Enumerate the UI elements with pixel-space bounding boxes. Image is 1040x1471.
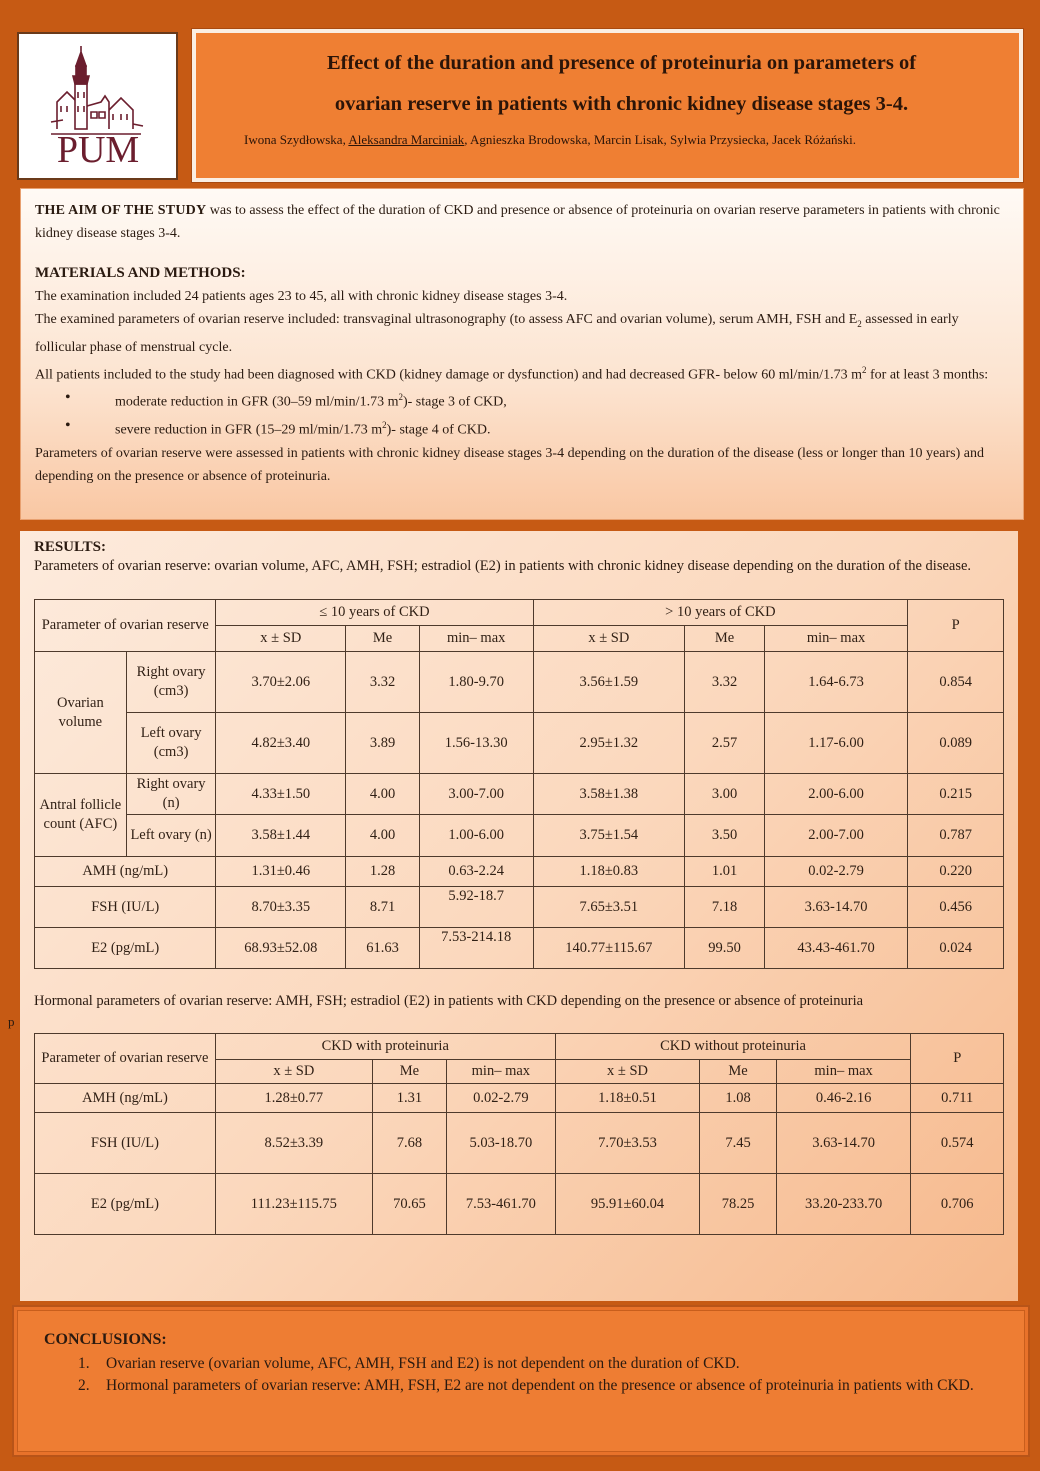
table2-caption-text: Hormonal parameters of ovarian reserve: AMH, FSH; estradiol (E2) in patients with CKD depending on the presence or absence of proteinuria — [34, 993, 864, 1009]
cell: 1.56-13.30 — [419, 713, 533, 774]
bullet-sup: 2 — [382, 420, 387, 431]
row-label: AMH (ng/mL) — [35, 1084, 216, 1113]
cell: 7.53-461.70 — [447, 1174, 556, 1235]
aim-heading: THE AIM OF THE STUDY — [35, 203, 207, 218]
p-value: 0.089 — [908, 713, 1004, 774]
cell: 3.75±1.54 — [533, 815, 685, 857]
p-value: 0.711 — [911, 1084, 1004, 1113]
cell: 1.18±0.51 — [555, 1084, 700, 1113]
methods-p4: Parameters of ovarian reserve were assessed in patients with chronic kidney disease stages 3-4 depending on the duration of the disease (less or longer than 10 years) and depending on the presence or absence of proteinuria. — [35, 445, 984, 484]
bullet-text: )- stage 4 of CKD. — [386, 422, 491, 438]
results-intro: Parameters of ovarian reserve: ovarian volume, AFC, AMH, FSH; estradiol (E2) in patients with chronic kidney disease depending on the duration of the disease. — [34, 558, 972, 574]
cell: 2.95±1.32 — [533, 713, 685, 774]
table-row — [35, 815, 1004, 857]
row-label: FSH (IU/L) — [35, 1113, 216, 1174]
median-header: Me — [372, 1060, 446, 1084]
cell: 1.00-6.00 — [419, 815, 533, 857]
cell: 3.00 — [685, 774, 765, 815]
conclusions-heading: CONCLUSIONS: — [44, 1331, 167, 1348]
cell: 0.46-2.16 — [776, 1084, 911, 1113]
proteinuria-results-table — [34, 1033, 1004, 1235]
cell: 33.20-233.70 — [776, 1174, 911, 1235]
cell: 70.65 — [372, 1174, 446, 1235]
cell: 1.17-6.00 — [764, 713, 907, 774]
p-value: 0.024 — [908, 928, 1004, 969]
cell: 4.00 — [346, 815, 420, 857]
cell: 95.91±60.04 — [555, 1174, 700, 1235]
table-header-row — [35, 600, 1004, 626]
gfr-stage-item — [65, 386, 1009, 414]
range-header: min– max — [419, 626, 533, 652]
methods-p2-a: The examined parameters of ovarian reserve included: transvaginal ultrasonography (to assess AFC and ovarian volume), serum AMH, FSH and E — [35, 312, 858, 327]
cell: 7.45 — [700, 1113, 776, 1174]
methods-p3 — [35, 359, 1009, 387]
stray-mark: p — [8, 1014, 15, 1029]
cell: 1.01 — [685, 857, 765, 887]
range-header: min– max — [776, 1060, 911, 1084]
pum-university-logo-icon — [43, 44, 153, 169]
p-value: 0.215 — [908, 774, 1004, 815]
cell: 3.70±2.06 — [216, 652, 346, 713]
cell: 8.52±3.39 — [215, 1113, 372, 1174]
mean-sd-header: x ± SD — [215, 1060, 372, 1084]
bullet-text: )- stage 3 of CKD, — [402, 395, 507, 411]
cell: 7.65±3.51 — [533, 887, 685, 928]
methods-p3-sup: 2 — [862, 364, 867, 375]
university-logo — [17, 32, 178, 180]
cell: 2.57 — [685, 713, 765, 774]
table-header-row — [35, 1034, 1004, 1060]
mean-sd-header: x ± SD — [533, 626, 685, 652]
methods-p3-a: All patients included to the study had been diagnosed with CKD (kidney damage or dysfunction) and had decreased GFR- below 60 ml/min/1.73 m — [35, 367, 862, 383]
row-label: Left ovary (n) — [126, 815, 216, 857]
cell: 1.31±0.46 — [216, 857, 346, 887]
table-row — [35, 887, 1004, 928]
gfr-stage-list — [65, 386, 1009, 441]
param-header: Parameter of ovarian reserve — [35, 600, 216, 652]
conclusion-text: Ovarian reserve (ovarian volume, AFC, AMH, FSH and E2) is not dependent on the duration of CKD. — [106, 1355, 740, 1372]
results-panel — [8, 531, 1018, 1301]
methods-heading: MATERIALS AND METHODS: — [35, 265, 246, 281]
author-list — [244, 131, 999, 148]
cell: 7.18 — [685, 887, 765, 928]
methods-p2-sub: 2 — [857, 318, 862, 329]
cell: 7.70±3.53 — [555, 1113, 700, 1174]
cell: 8.70±3.35 — [216, 887, 346, 928]
table2-caption — [8, 991, 1004, 1029]
cell: 61.63 — [346, 928, 420, 969]
presenting-author: Aleksandra Marciniak — [348, 132, 465, 147]
cell: 1.31 — [372, 1084, 446, 1113]
bullet-text: severe reduction in GFR (15–29 ml/min/1.73 m — [115, 422, 383, 438]
row-label: E2 (pg/mL) — [35, 1174, 216, 1235]
table-row — [35, 928, 1004, 969]
group2-header: > 10 years of CKD — [533, 600, 908, 626]
table-row — [35, 1174, 1004, 1235]
authors-before: Iwona Szydłowska, — [244, 132, 349, 147]
median-header: Me — [685, 626, 765, 652]
conclusion-item — [78, 1353, 998, 1375]
cell: 1.28±0.77 — [215, 1084, 372, 1113]
cell: 3.00-7.00 — [419, 774, 533, 815]
group1-header: ≤ 10 years of CKD — [216, 600, 533, 626]
row-label: Right ovary (cm3) — [126, 652, 216, 713]
p-value: 0.854 — [908, 652, 1004, 713]
table-row — [35, 774, 1004, 815]
range-header: min– max — [764, 626, 907, 652]
cell: 43.43-461.70 — [764, 928, 907, 969]
aim-text: was to assess the effect of the duration of CKD and presence or absence of proteinuria on ovarian reserve parameters in patients with chronic kidney disease stages 3-4. — [35, 203, 1000, 241]
poster-header — [192, 29, 1023, 182]
cell: 4.33±1.50 — [216, 774, 346, 815]
aim-methods-panel — [20, 188, 1024, 520]
logo-text: PUM — [56, 128, 139, 169]
conclusions-list — [78, 1353, 998, 1397]
p-value: 0.706 — [911, 1174, 1004, 1235]
table-row — [35, 1084, 1004, 1113]
row-label: E2 (pg/mL) — [35, 928, 216, 969]
p-value: 0.220 — [908, 857, 1004, 887]
cell: 1.80-9.70 — [419, 652, 533, 713]
p-header: P — [908, 600, 1004, 652]
row-label: FSH (IU/L) — [35, 887, 216, 928]
cell: 3.32 — [685, 652, 765, 713]
cell: 68.93±52.08 — [216, 928, 346, 969]
param-header: Parameter of ovarian reserve — [35, 1034, 216, 1084]
group1-header: CKD with proteinuria — [215, 1034, 555, 1060]
cell: 1.28 — [346, 857, 420, 887]
cell: 3.50 — [685, 815, 765, 857]
cell: 5.92-18.7 — [419, 887, 533, 928]
row-label: AMH (ng/mL) — [35, 857, 216, 887]
poster-title-line-1: Effect of the duration and presence of proteinuria on parameters of — [326, 52, 917, 74]
mean-sd-header: x ± SD — [216, 626, 346, 652]
authors-after: , Agnieszka Brodowska, Marcin Lisak, Sylwia Przysiecka, Jacek Różański. — [464, 132, 856, 147]
table-row — [35, 1113, 1004, 1174]
cell: 4.82±3.40 — [216, 713, 346, 774]
mean-sd-header: x ± SD — [555, 1060, 700, 1084]
cell: 3.63-14.70 — [776, 1113, 911, 1174]
bullet-sup: 2 — [398, 392, 403, 403]
table-row — [35, 857, 1004, 887]
methods-p3-b: for at least 3 months: — [866, 367, 989, 383]
cell: 3.63-14.70 — [764, 887, 907, 928]
results-heading: RESULTS: — [34, 539, 106, 555]
conclusion-text: Hormonal parameters of ovarian reserve: AMH, FSH, E2 are not dependent on the presence or absence of proteinuria in patients with CKD. — [106, 1377, 974, 1394]
range-header: min– max — [447, 1060, 556, 1084]
cell: 3.56±1.59 — [533, 652, 685, 713]
gfr-stage-item — [65, 414, 1009, 442]
group2-header: CKD without proteinuria — [555, 1034, 911, 1060]
cell: 3.32 — [346, 652, 420, 713]
cell: 2.00-6.00 — [764, 774, 907, 815]
row-label: Right ovary (n) — [126, 774, 216, 815]
row-group-label: Ovarian volume — [35, 652, 127, 774]
row-label: Left ovary (cm3) — [126, 713, 216, 774]
aim-paragraph — [35, 199, 1009, 245]
methods-p1: The examination included 24 patients ages 23 to 45, all with chronic kidney disease stages 3-4. — [35, 289, 568, 304]
conclusion-number: 1. — [78, 1355, 90, 1372]
table-row — [35, 652, 1004, 713]
cell: 3.58±1.38 — [533, 774, 685, 815]
p-header: P — [911, 1034, 1004, 1084]
median-header: Me — [346, 626, 420, 652]
row-group-label: Antral follicle count (AFC) — [35, 774, 127, 857]
conclusion-number: 2. — [78, 1377, 90, 1394]
cell: 111.23±115.75 — [215, 1174, 372, 1235]
cell: 1.18±0.83 — [533, 857, 685, 887]
median-header: Me — [700, 1060, 776, 1084]
cell: 7.68 — [372, 1113, 446, 1174]
methods-p2-b: assessed in early follicular phase of menstrual cycle. — [35, 312, 959, 355]
conclusions-panel — [12, 1305, 1030, 1457]
methods-p2 — [35, 308, 1009, 359]
cell: 1.08 — [700, 1084, 776, 1113]
cell: 8.71 — [346, 887, 420, 928]
p-value: 0.574 — [911, 1113, 1004, 1174]
cell: 99.50 — [685, 928, 765, 969]
cell: 1.64-6.73 — [764, 652, 907, 713]
cell: 5.03-18.70 — [447, 1113, 556, 1174]
cell: 0.63-2.24 — [419, 857, 533, 887]
bullet-text: moderate reduction in GFR (30–59 ml/min/1.73 m — [115, 395, 399, 411]
cell: 3.58±1.44 — [216, 815, 346, 857]
conclusion-item — [78, 1375, 998, 1397]
cell: 0.02-2.79 — [447, 1084, 556, 1113]
cell: 7.53-214.18 — [419, 928, 533, 969]
cell: 3.89 — [346, 713, 420, 774]
cell: 78.25 — [700, 1174, 776, 1235]
cell: 0.02-2.79 — [764, 857, 907, 887]
cell: 2.00-7.00 — [764, 815, 907, 857]
poster-title-line-2: ovarian reserve in patients with chronic kidney disease stages 3-4. — [334, 93, 909, 115]
duration-results-table — [34, 599, 1004, 969]
p-value: 0.787 — [908, 815, 1004, 857]
p-value: 0.456 — [908, 887, 1004, 928]
cell: 4.00 — [346, 774, 420, 815]
table-row — [35, 713, 1004, 774]
cell: 140.77±115.67 — [533, 928, 685, 969]
